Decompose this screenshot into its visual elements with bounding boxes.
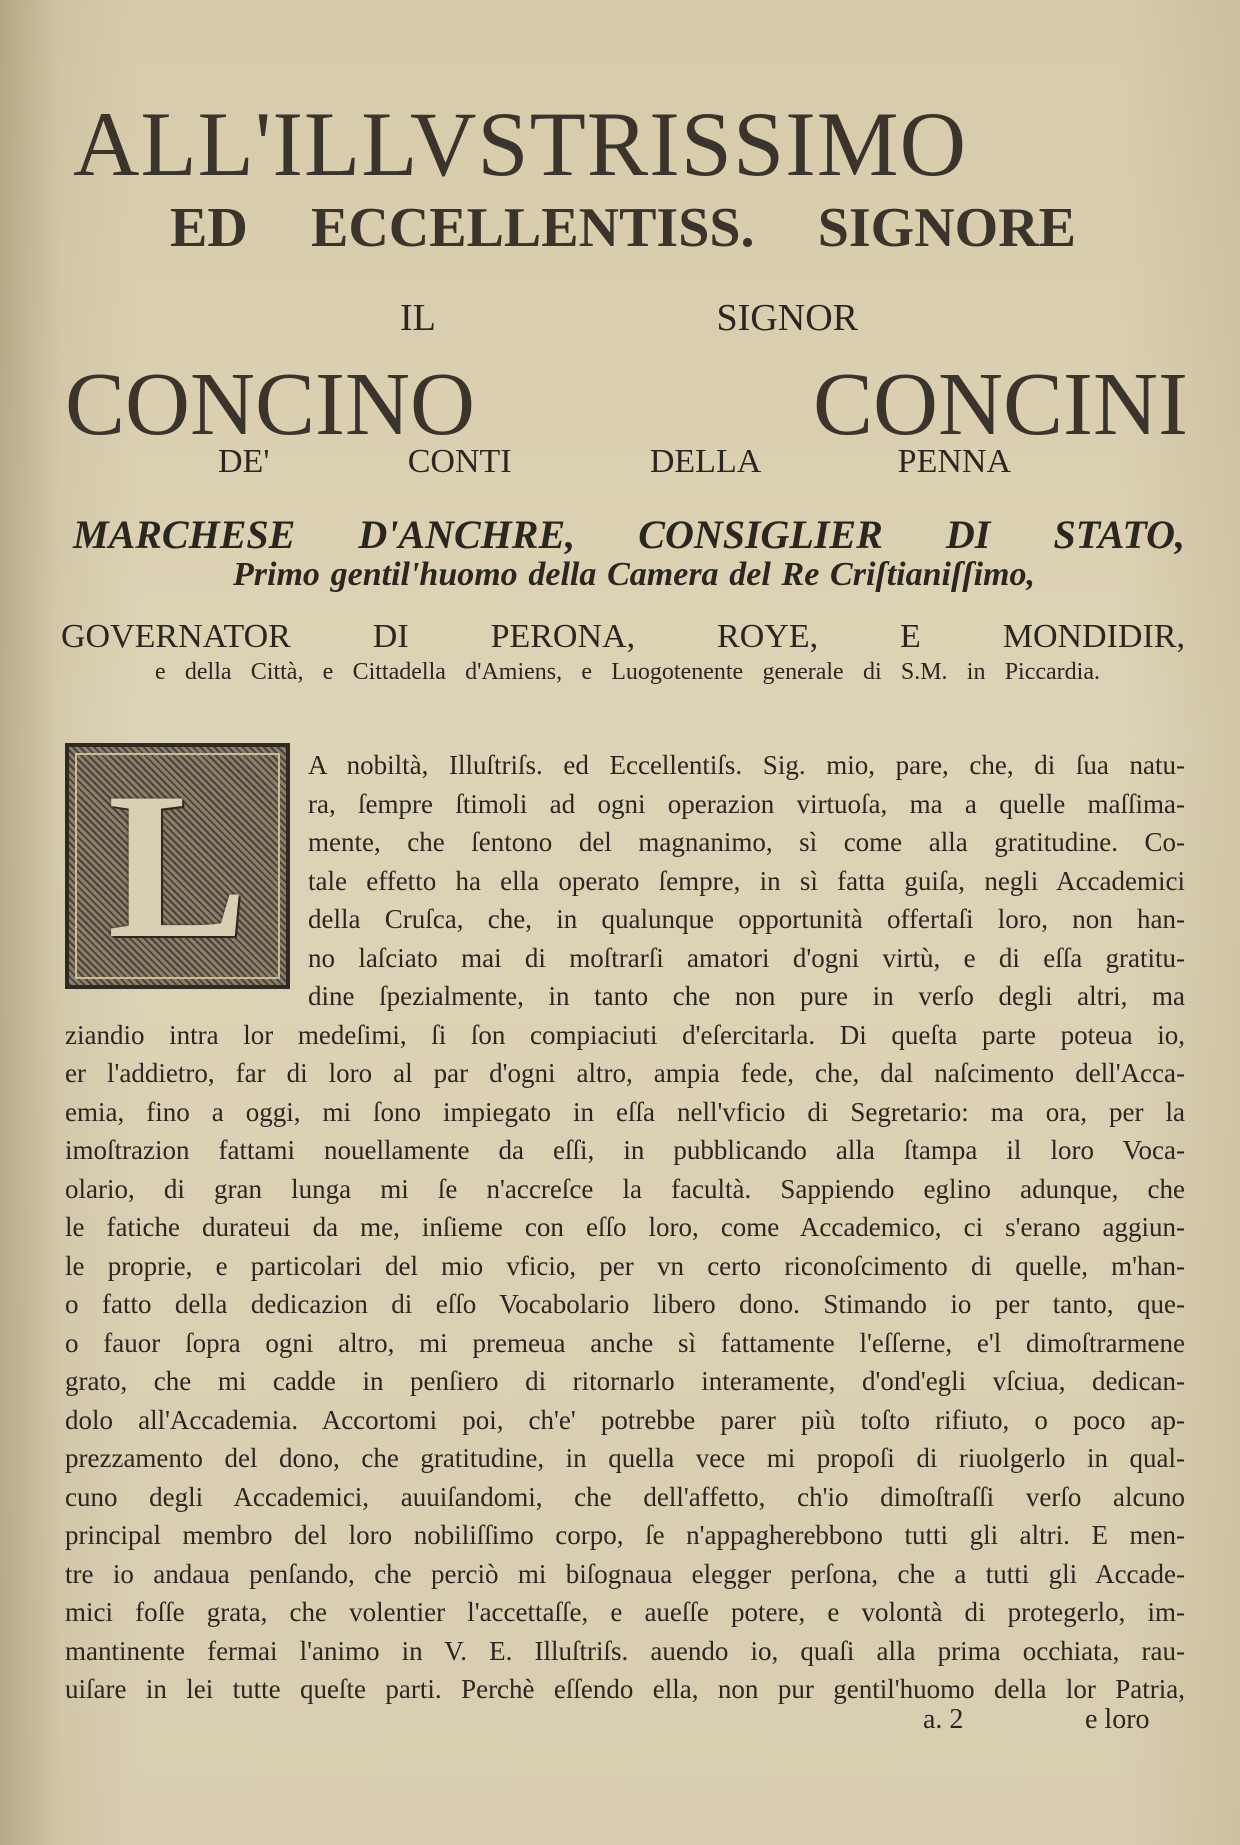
body-line: A nobiltà, Illuſtriſs. ed Eccellentiſs. Sig. mio, pare, che, di ſua natu- — [308, 750, 1185, 780]
body-line: dolo all'Accademia. Accortomi poi, ch'e' potrebbe parer più toſto rifiuto, o poco ap- — [65, 1404, 1185, 1435]
body-line: cuno degli Accademici, auuiſandomi, che dell'affetto, ch'io dimoſtraſſi verſo alcuno — [65, 1481, 1185, 1512]
body-line: o fatto della dedicazion di eſſo Vocabolario libero dono. Stimando io per tanto, que- — [65, 1289, 1185, 1319]
body-line: er l'addietro, far di loro al par d'ogni altro, ampia fede, che, dal naſcimento dell'Acca- — [65, 1058, 1185, 1088]
body-line: no laſciato mai di moſtrarſi amatori d'ogni virtù, e di eſſa gratitu- — [308, 942, 1185, 973]
body-line: ziandio intra lor medeſimi, ſi ſon compiaciuti d'eſercitarla. Di queſta parte poteua io, — [65, 1019, 1185, 1050]
body-line: emia, fino a oggi, mi ſono impiegato in eſſa nell'vficio di Segretario: ma ora, per la — [65, 1096, 1185, 1127]
body-line: tre io andaua penſando, che perciò mi biſognaua elegger perſona, che a tutti gli Accade- — [65, 1558, 1185, 1589]
signature-mark: a. 2 — [923, 1704, 964, 1735]
body-line: grato, che mi cadde in penſiero di ritornarlo interamente, d'ond'egli vſciua, dedican- — [65, 1366, 1185, 1396]
body-line: uiſare in lei tutte queſte parti. Perchè eſſendo ella, non pur gentil'huomo della lor Patria, — [65, 1674, 1185, 1704]
heading-line-1: ALL'ILLVSTRISSIMO — [73, 93, 968, 195]
body-line: mente, che ſentono del magnanimo, sì come alla gratitudine. Co- — [308, 827, 1185, 857]
heading-title-amiens: e della Città, e Cittadella d'Amiens, e Luogotenente generale di S.M. in Piccardia. — [155, 659, 1100, 685]
initial-letter: L — [107, 750, 248, 982]
body-line: imoſtrazion fattami nouellamente da eſſi, in pubblicando alla ſtampa il loro Voca- — [65, 1135, 1185, 1165]
catchword: e loro — [1085, 1704, 1150, 1735]
body-line: tale effetto ha ella operato ſempre, in sì fatta guiſa, negli Accademici — [308, 865, 1185, 896]
body-line: ra, ſempre ſtimoli ad ogni operazion virtuoſa, ma a quelle maſſima- — [308, 788, 1185, 819]
body-line: dine ſpezialmente, in tanto che non pure in verſo degli altri, ma — [308, 981, 1185, 1011]
heading-title-marchese: MARCHESE D'ANCHRE, CONSIGLIER DI STATO, — [73, 512, 1185, 557]
body-line: le fatiche durateui da me, inſieme con eſſo loro, come Accademico, ci s'erano aggiun- — [65, 1212, 1185, 1242]
heading-line-2: ED ECCELLENTISS. SIGNORE — [170, 197, 1076, 259]
body-line: mici foſſe grata, che volentier l'accettaſſe, e aueſſe potere, e volontà di protegerlo, im- — [65, 1597, 1185, 1627]
body-line: olario, di gran lunga mi ſe n'accreſce la facultà. Sappiendo eglino adunque, che — [65, 1173, 1185, 1204]
body-line: o fauor ſopra ogni altro, mi premeua anche sì fattamente l'eſſerne, e'l dimoſtrarmene — [65, 1327, 1185, 1358]
body-line: della Cruſca, che, in qualunque opportunità offertaſi loro, non han- — [308, 904, 1185, 934]
decorated-initial — [65, 743, 290, 989]
body-line: prezzamento del dono, che gratitudine, in quella vece mi propoſi di riuolgerlo in qual- — [65, 1443, 1185, 1473]
heading-name: CONCINO CONCINI — [65, 355, 1188, 454]
heading-title-primo: Primo gentil'huomo della Camera del Re Criſtianiſſimo, — [233, 556, 1035, 593]
body-line: le proprie, e particolari del mio vficio, per vn certo riconoſcimento di quelle, m'han- — [65, 1250, 1185, 1281]
body-line: principal membro del loro nobiliſſimo corpo, ſe n'appagherebbono tutti gli altri. E men- — [65, 1520, 1185, 1550]
heading-line-5: DE' CONTI DELLA PENNA — [218, 443, 1011, 480]
heading-title-governator: GOVERNATOR DI PERONA, ROYE, E MONDIDIR, — [61, 618, 1185, 655]
body-line: mantinente fermai l'animo in V. E. Illuſtriſs. auendo io, quaſi alla prima occhiata, rau- — [65, 1635, 1185, 1666]
heading-line-3: IL SIGNOR — [400, 297, 858, 339]
